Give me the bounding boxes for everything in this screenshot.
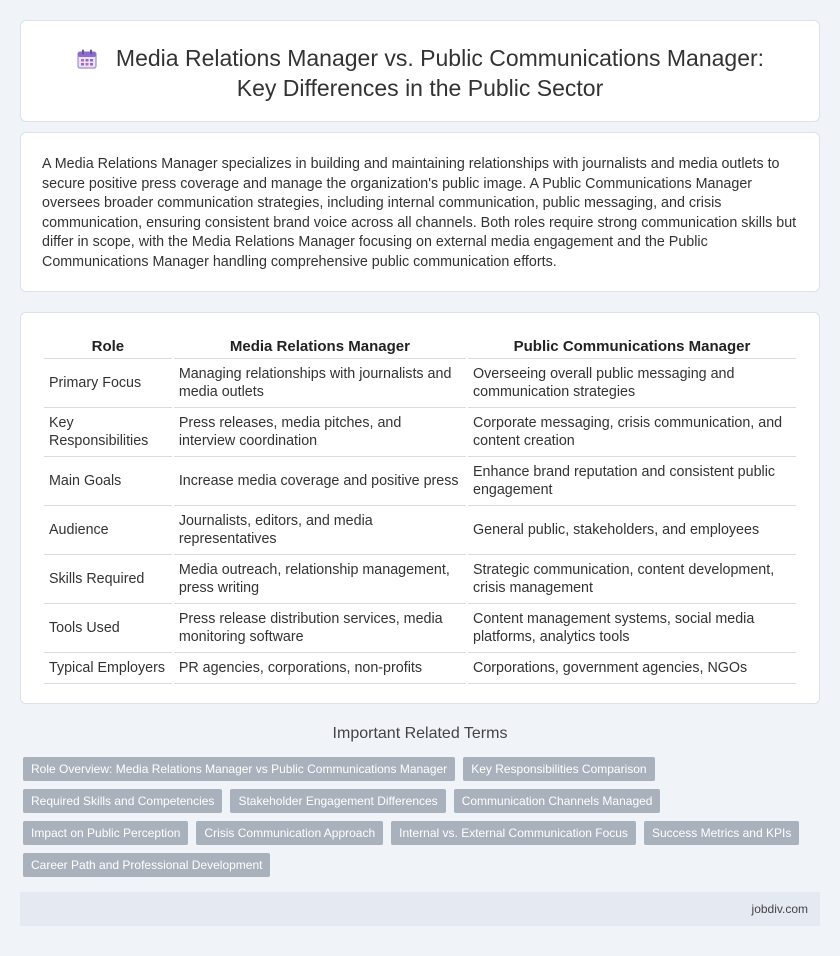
media-relations-cell: Press releases, media pitches, and interview coordination	[174, 408, 466, 457]
row-label: Main Goals	[44, 457, 172, 506]
related-term-tag[interactable]: Impact on Public Perception	[23, 821, 188, 845]
media-relations-cell: Media outreach, relationship management, press writing	[174, 555, 466, 604]
media-relations-cell: PR agencies, corporations, non-profits	[174, 653, 466, 684]
related-term-tag[interactable]: Key Responsibilities Comparison	[463, 757, 654, 781]
footer	[20, 892, 820, 926]
public-communications-cell: Corporations, government agencies, NGOs	[468, 653, 796, 684]
intro-card	[20, 132, 820, 292]
related-term-tag[interactable]: Communication Channels Managed	[454, 789, 661, 813]
title-line-1: Media Relations Manager vs. Public Communications Manager:	[115, 45, 765, 71]
header-public-communications: Public Communications Manager	[468, 335, 796, 359]
header-role: Role	[44, 335, 172, 359]
table-row	[44, 653, 796, 684]
related-term-tag[interactable]: Required Skills and Competencies	[23, 789, 222, 813]
related-term-tag[interactable]: Role Overview: Media Relations Manager vs Public Communications Manager	[23, 757, 455, 781]
public-communications-cell: General public, stakeholders, and employees	[468, 506, 796, 555]
comparison-card	[20, 312, 820, 704]
related-terms-heading: Important Related Terms	[332, 725, 508, 742]
row-label: Primary Focus	[44, 359, 172, 408]
public-communications-cell: Corporate messaging, crisis communication, and content creation	[468, 408, 796, 457]
comparison-table	[42, 335, 798, 684]
related-term-tag[interactable]: Career Path and Professional Development	[23, 853, 270, 877]
related-terms-list	[23, 757, 803, 877]
intro-paragraph: A Media Relations Manager specializes in building and maintaining relationships with journalists and media outlets to secure positive press coverage and manage the organization's public image. A Public Communications Manager oversees broader communication strategies, including internal communication, public messaging, and crisis communication, ensuring consistent brand voice across all channels. Both roles require strong communication skills but differ in scope, with the Media Relations Manager focusing on external media engagement and the Public Communications Manager handling comprehensive public communication efforts.	[42, 156, 797, 270]
row-label: Typical Employers	[44, 653, 172, 684]
related-term-tag[interactable]: Crisis Communication Approach	[196, 821, 383, 845]
table-row	[44, 555, 796, 604]
table-header-row	[44, 335, 796, 359]
footer-site-link[interactable]: jobdiv.com	[751, 902, 808, 916]
row-label: Key Responsibilities	[44, 408, 172, 457]
media-relations-cell: Managing relationships with journalists and media outlets	[174, 359, 466, 408]
row-label: Tools Used	[44, 604, 172, 653]
table-row	[44, 457, 796, 506]
public-communications-cell: Strategic communication, content development, crisis management	[468, 555, 796, 604]
related-term-tag[interactable]: Success Metrics and KPIs	[644, 821, 799, 845]
media-relations-cell: Increase media coverage and positive press	[174, 457, 466, 506]
related-term-tag[interactable]: Stakeholder Engagement Differences	[230, 789, 445, 813]
row-label: Audience	[44, 506, 172, 555]
page-title	[21, 43, 819, 103]
calendar-icon	[76, 48, 98, 70]
table-row	[44, 359, 796, 408]
table-row	[44, 506, 796, 555]
title-line-2: Key Differences in the Public Sector	[236, 75, 604, 101]
table-row	[44, 604, 796, 653]
header-media-relations: Media Relations Manager	[174, 335, 466, 359]
public-communications-cell: Content management systems, social media platforms, analytics tools	[468, 604, 796, 653]
row-label: Skills Required	[44, 555, 172, 604]
public-communications-cell: Overseeing overall public messaging and communication strategies	[468, 359, 796, 408]
related-term-tag[interactable]: Internal vs. External Communication Focus	[391, 821, 636, 845]
media-relations-cell: Press release distribution services, media monitoring software	[174, 604, 466, 653]
media-relations-cell: Journalists, editors, and media representatives	[174, 506, 466, 555]
table-row	[44, 408, 796, 457]
public-communications-cell: Enhance brand reputation and consistent public engagement	[468, 457, 796, 506]
title-card	[20, 20, 820, 122]
